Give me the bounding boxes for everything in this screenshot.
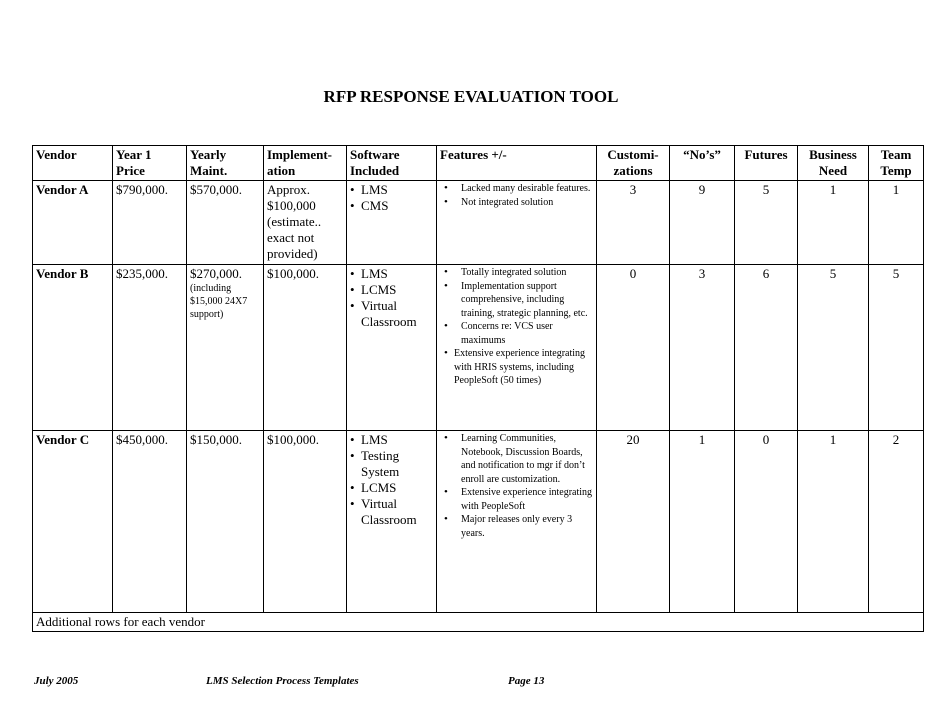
table-row (33, 431, 924, 613)
nos-score: 3 (670, 265, 735, 431)
list-item: • Virtual Classroom (350, 298, 433, 330)
table-row (33, 265, 924, 431)
futures-score: 0 (735, 431, 798, 613)
futures-score: 5 (735, 181, 798, 265)
yearly-maint: $150,000. (187, 431, 264, 613)
team-temp-score: 5 (869, 265, 924, 431)
document-title: RFP RESPONSE EVALUATION TOOL (323, 87, 619, 106)
list-item: • Lacked many desirable features. (440, 182, 593, 196)
yearly-maint: $570,000. (187, 181, 264, 265)
list-item: • Testing System (350, 448, 433, 480)
implementation-cost: Approx. $100,000 (estimate.. exact not provided) (264, 181, 347, 265)
customizations-score: 3 (597, 181, 670, 265)
header-futures: Futures (735, 146, 798, 181)
list-item: • Concerns re: VCS user maximums (440, 320, 593, 347)
business-need-score: 1 (798, 181, 869, 265)
team-temp-score: 1 (869, 181, 924, 265)
list-item: • Learning Communities, Notebook, Discussion Boards, and notification to mgr if don’t enroll are customization. (440, 432, 593, 486)
software-list (347, 181, 437, 265)
list-item: • LMS (350, 432, 433, 448)
year1-price: $450,000. (113, 431, 187, 613)
additional-rows-row (33, 613, 924, 632)
futures-score: 6 (735, 265, 798, 431)
vendor-name: Vendor C (33, 431, 113, 613)
header-nos: “No’s” (670, 146, 735, 181)
nos-score: 9 (670, 181, 735, 265)
header-business-need: Business Need (798, 146, 869, 181)
list-item: • LCMS (350, 282, 433, 298)
footer-date: July 2005 (34, 675, 79, 687)
business-need-score: 1 (798, 431, 869, 613)
implementation-cost: $100,000. (264, 431, 347, 613)
header-implementation: Implement- ation (264, 146, 347, 181)
vendor-name: Vendor B (33, 265, 113, 431)
list-item: • LMS (350, 266, 433, 282)
list-item: • LMS (350, 182, 433, 198)
customizations-score: 20 (597, 431, 670, 613)
footer-document-name: LMS Selection Process Templates (206, 675, 359, 687)
additional-rows-note: Additional rows for each vendor (33, 613, 924, 632)
software-list (347, 265, 437, 431)
year1-price: $235,000. (113, 265, 187, 431)
evaluation-table (32, 145, 924, 632)
implementation-cost: $100,000. (264, 265, 347, 431)
year1-price: $790,000. (113, 181, 187, 265)
list-item: • LCMS (350, 480, 433, 496)
nos-score: 1 (670, 431, 735, 613)
team-temp-score: 2 (869, 431, 924, 613)
list-item: • Implementation support comprehensive, including training, strategic planning, etc. (440, 280, 593, 321)
business-need-score: 5 (798, 265, 869, 431)
header-team-temp: Team Temp (869, 146, 924, 181)
footer-page-number: Page 13 (508, 675, 545, 687)
features-list (437, 265, 597, 431)
list-item: • Extensive experience integrating with PeopleSoft (440, 486, 593, 513)
list-item: • Extensive experience integrating with HRIS systems, including PeopleSoft (50 times) (440, 347, 593, 388)
yearly-maint (187, 265, 264, 431)
vendor-name: Vendor A (33, 181, 113, 265)
yearly-maint-note: (including $15,000 24X7 support) (190, 283, 248, 320)
list-item: • Totally integrated solution (440, 266, 593, 280)
yearly-maint-value: $270,000. (190, 266, 242, 281)
features-list (437, 431, 597, 613)
header-customizations: Customi- zations (597, 146, 670, 181)
header-yearly: Yearly Maint. (187, 146, 264, 181)
header-row (33, 146, 924, 181)
header-software: Software Included (347, 146, 437, 181)
list-item: • Virtual Classroom (350, 496, 433, 528)
header-year1: Year 1 Price (113, 146, 187, 181)
table-row (33, 181, 924, 265)
header-vendor: Vendor (33, 146, 113, 181)
customizations-score: 0 (597, 265, 670, 431)
list-item: • Major releases only every 3 years. (440, 513, 593, 540)
features-list (437, 181, 597, 265)
list-item: • CMS (350, 198, 433, 214)
list-item: • Not integrated solution (440, 196, 593, 210)
header-features: Features +/- (437, 146, 597, 181)
software-list (347, 431, 437, 613)
